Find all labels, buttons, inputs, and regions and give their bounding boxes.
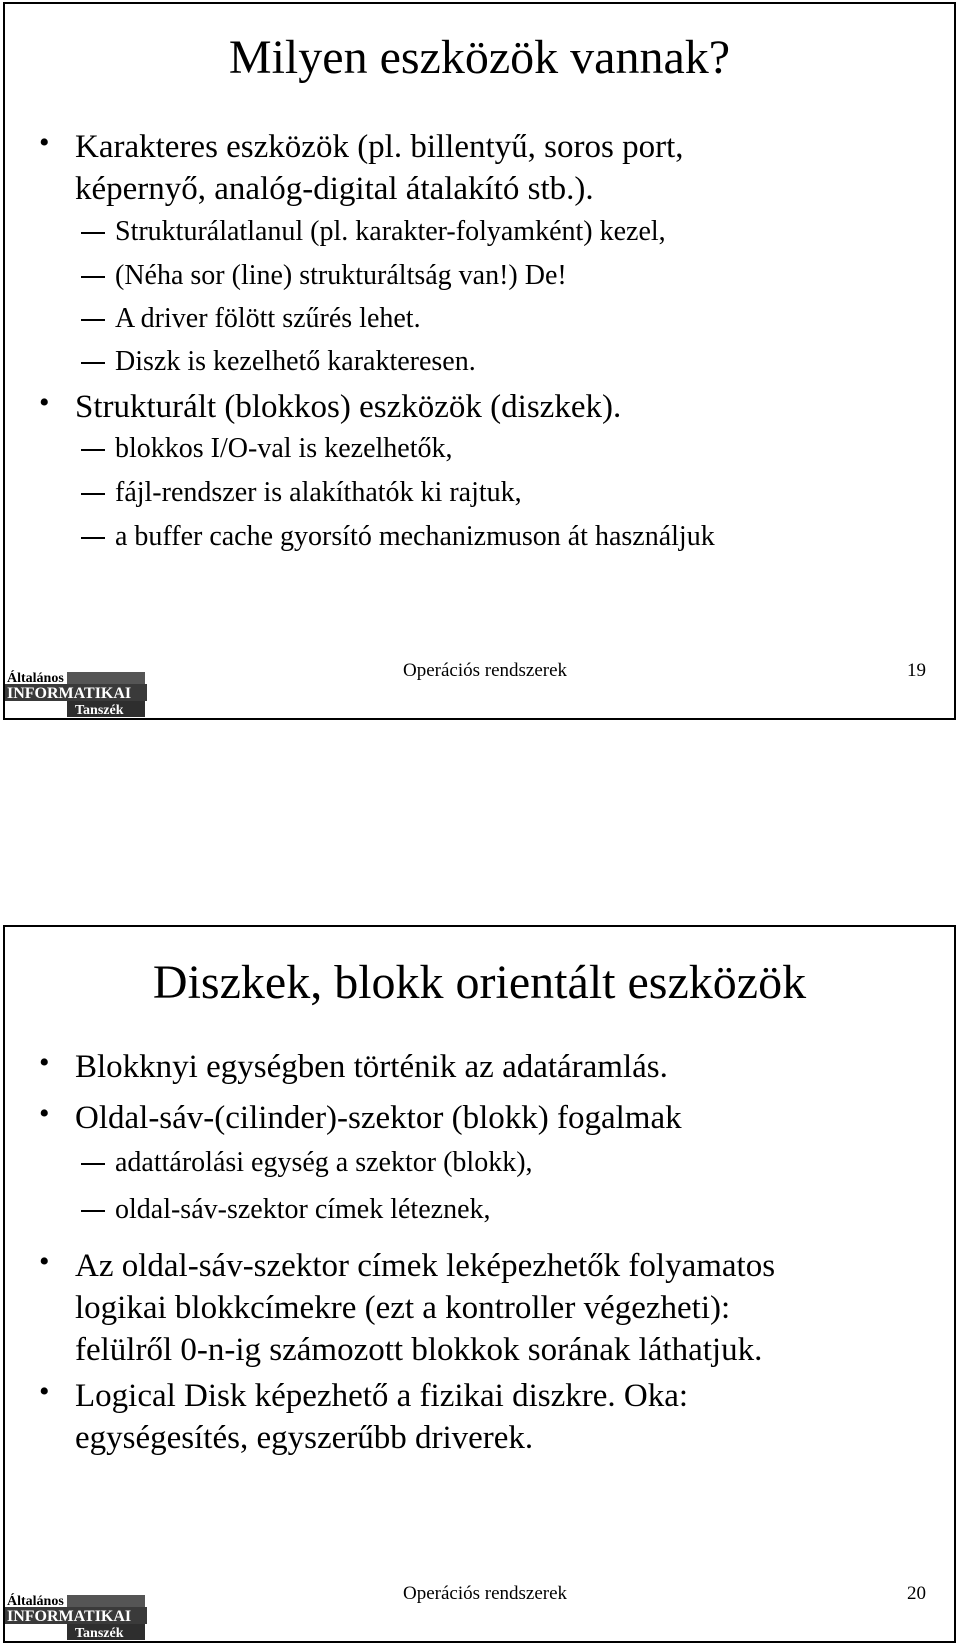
bullet-text: Logical Disk képezhető a fizikai diszkre. Oka: [75, 1378, 689, 1414]
dash-icon [81, 449, 105, 451]
slide-20 [3, 925, 956, 1643]
bullet-icon: • [39, 1097, 50, 1130]
dash-icon [81, 493, 105, 495]
logo-text-2: INFORMATIKAI [7, 685, 132, 702]
logo-text-1: Általános [7, 671, 64, 686]
dash-icon [81, 362, 105, 364]
sub-text: fájl-rendszer is alakíthatók ki rajtuk, [115, 477, 522, 508]
bullet-text: Oldal-sáv-(cilinder)-szektor (blokk) fogalmak [75, 1100, 682, 1136]
bullet-text: Blokknyi egységben történik az adatáramlás. [75, 1049, 668, 1085]
bullet-text: Az oldal-sáv-szektor címek leképezhetők folyamatos [75, 1248, 776, 1284]
dash-icon [81, 1163, 105, 1165]
sub-text: adattárolási egység a szektor (blokk), [115, 1147, 533, 1178]
sub-text: A driver fölött szűrés lehet. [115, 303, 421, 334]
bullet-text-continued: logikai blokkcímekre (ezt a kontroller végezheti): [75, 1290, 731, 1326]
department-logo [5, 1591, 147, 1641]
department-logo [5, 668, 147, 718]
dash-icon [81, 537, 105, 539]
page-number: 20 [907, 1583, 926, 1604]
sub-text: Strukturálatlanul (pl. karakter-folyamként) kezel, [115, 216, 666, 247]
sub-text: oldal-sáv-szektor címek léteznek, [115, 1194, 491, 1225]
footer-course-name: Operációs rendszerek [403, 660, 568, 681]
page-number: 19 [907, 660, 926, 681]
dash-icon [81, 319, 105, 321]
slide-title: Milyen eszközök vannak? [228, 31, 731, 84]
dash-icon [81, 232, 105, 234]
bullet-icon: • [39, 1046, 50, 1079]
bullet-text-continued: egységesítés, egyszerűbb driverek. [75, 1420, 534, 1456]
bullet-icon: • [39, 1245, 50, 1278]
sub-text: Diszk is kezelhető karakteresen. [115, 346, 476, 377]
sub-text: blokkos I/O-val is kezelhetők, [115, 433, 453, 464]
bullet-icon: • [39, 1375, 50, 1408]
bullet-text: Strukturált (blokkos) eszközök (diszkek). [75, 389, 622, 425]
bullet-icon: • [39, 126, 50, 159]
logo-text-3: Tanszék [75, 703, 124, 718]
dash-icon [81, 1210, 105, 1212]
sub-text: (Néha sor (line) strukturáltság van!) De! [115, 260, 567, 291]
bullet-text: Karakteres eszközök (pl. billentyű, soros port, [75, 129, 684, 165]
footer-course-name: Operációs rendszerek [403, 1583, 568, 1604]
logo-text-3: Tanszék [75, 1626, 124, 1641]
bullet-text-continued: felülről 0-n-ig számozott blokkok sorának láthatjuk. [75, 1332, 763, 1368]
bullet-text-continued: képernyő, analóg-digital átalakító stb.). [75, 171, 594, 207]
slide-19 [3, 2, 956, 720]
sub-text: a buffer cache gyorsító mechanizmuson át használjuk [115, 521, 715, 552]
slide-title: Diszkek, blokk orientált eszközök [152, 956, 807, 1009]
logo-text-1: Általános [7, 1594, 64, 1609]
logo-text-2: INFORMATIKAI [7, 1608, 132, 1625]
dash-icon [81, 276, 105, 278]
bullet-icon: • [39, 386, 50, 419]
